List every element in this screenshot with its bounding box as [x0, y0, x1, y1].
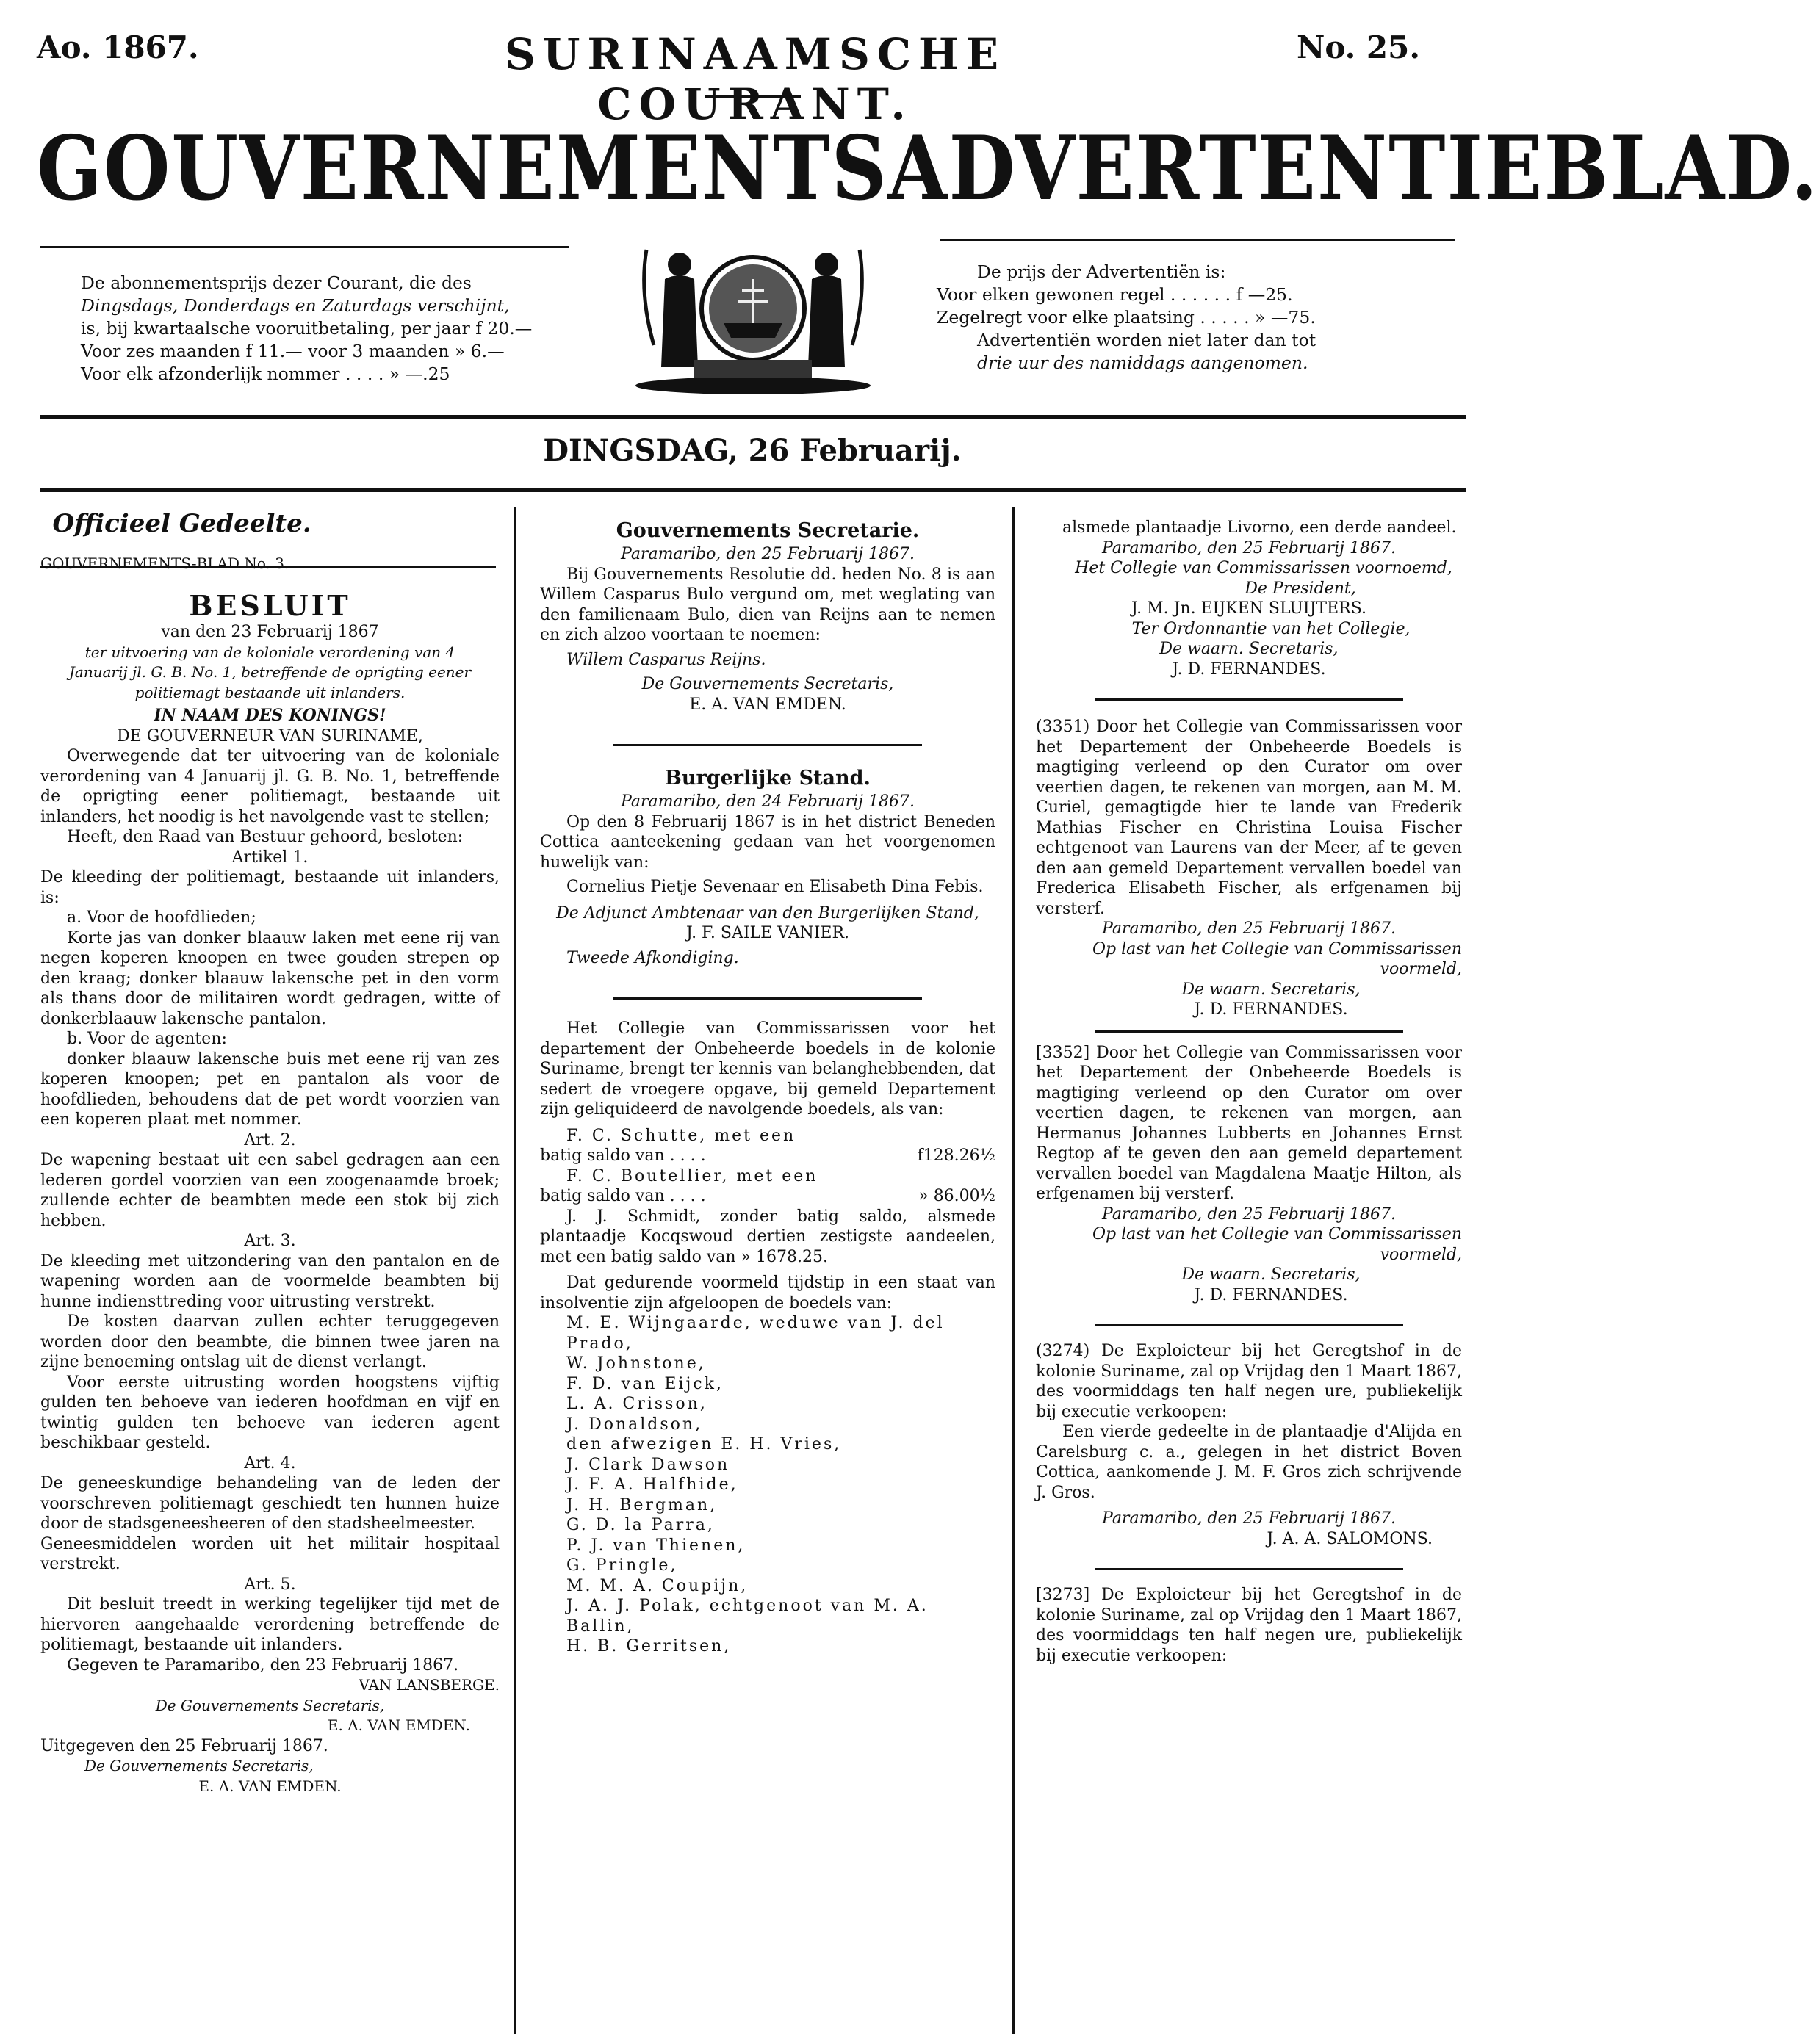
signature: J. D. FERNANDES. [1172, 660, 1326, 679]
signature-title: De Gouvernements Secretaris, [155, 1696, 385, 1714]
subscription-block [81, 272, 558, 386]
konings: IN NAAM DES KONINGS! [154, 706, 386, 725]
masthead-title [37, 116, 1819, 220]
gouvernements-blad: GOUVERNEMENTS-BLAD No. 3. [40, 554, 289, 572]
issue-date: DINGSDAG, 26 Februarij. [543, 433, 962, 468]
rule [1095, 1568, 1403, 1570]
insolvent-name: P. J. van Thienen, [566, 1536, 746, 1555]
paragraph: donker blaauw lakensche buis met eene rij van zes koperen knoopen; pet en pantalon als voor de hoofdlieden, behoudens dat de pet wordt voorzien van een koperen plaat met nommer. [40, 1050, 500, 1129]
subscription-line: Voor elk afzonderlijk nommer . . . . » —.25 [81, 364, 450, 384]
advert-prices-block [937, 261, 1422, 375]
advert-3273: [3273] De Exploicteur bij het Geregtshof in de kolonie Suriname, zal op Vrijdag den 1 Maart 1867, des voormiddags ten half negen ure, publiekelijk bij executie verkoopen: [1036, 1586, 1462, 1665]
column-right [1036, 518, 1462, 1666]
prices-line: Zegelregt voor elke plaatsing . . . . . » —75. [937, 307, 1316, 328]
boedel-name: F. C. Boutellier, met een [566, 1166, 818, 1185]
paragraph: Heeft, den Raad van Bestuur gehoord, besloten: [67, 828, 464, 846]
paragraph: b. Voor de agenten: [67, 1030, 227, 1048]
paragraph: Korte jas van donker blaauw laken met eene rij van negen koperen knoopen en twee gouden strepen op den kraag; donker blaauw lakensche pet in den vorm als thans door de militairen wordt gedragen, witte of donkerblaauw lakensche pantalon. [40, 928, 500, 1028]
insolvent-name: den afwezigen E. H. Vries, [566, 1435, 842, 1453]
gouverneur: DE GOUVERNEUR VAN SURINAME, [117, 726, 423, 745]
masthead-word-2: ADVERTENTIE [887, 116, 1544, 220]
issue-number: No. 25. [1297, 29, 1420, 65]
insolvent-name: J. A. J. Polak, echtgenoot van M. A. Ballin, [566, 1597, 929, 1636]
paragraph: Gegeven te Paramaribo, den 23 Februarij 1867. [67, 1655, 459, 1675]
prices-line: drie uur des namiddags aangenomen. [977, 353, 1308, 373]
signature-title: De President, [1245, 579, 1356, 598]
signature: J. M. Jn. EIJKEN SLUIJTERS. [1131, 599, 1366, 618]
insolvent-name: M. E. Wijngaarde, weduwe van J. del Prado, [566, 1314, 945, 1353]
insolvent-name: J. F. A. Halfhide, [566, 1476, 738, 1494]
besluit-subtitle: ter uitvoering van de koloniale verordening van 4 Januarij jl. G. B. No. 1, betreffende de oprigting eener politiemagt bestaande uit inlanders. [68, 643, 472, 701]
paragraph: De kleeding der politiemagt, bestaande uit inlanders, is: [40, 868, 500, 907]
boedel-name: F. C. Schutte, met een [566, 1126, 796, 1145]
paragraph: Dat gedurende voormeld tijdstip in een staat van insolventie zijn afgeloopen de boedels van: [540, 1274, 995, 1312]
insolvent-name: L. A. Crisson, [566, 1395, 707, 1413]
advert-3274: (3274) De Exploicteur bij het Geregtshof in de kolonie Suriname, zal op Vrijdag den 1 Maart 1867, des voormiddags ten half negen ure, publiekelijk bij executie verkoopen: [1036, 1342, 1462, 1421]
article-heading: Artikel 1. [231, 848, 309, 867]
signature-title: De Adjunct Ambtenaar van den Burgerlijken Stand, [556, 903, 979, 922]
paragraph: De wapening bestaat uit een sabel gedragen aan een lederen gordel voorzien van een zoogenaamde broek; zullende echter de beambten mede een stok bij zich hebben. [40, 1151, 500, 1230]
rule [613, 997, 922, 1000]
paragraph: De kleeding met uitzondering van den pantalon en de wapening worden aan de voormelde beambten bij hunne indiensttreding voor uitrusting verstrekt. [40, 1252, 500, 1311]
boedel-amount: f128.26½ [917, 1146, 995, 1165]
besluit-title: BESLUIT [189, 589, 351, 622]
article-heading: Art. 2. [244, 1130, 296, 1149]
paragraph: Willem Casparus Reijns. [566, 650, 766, 669]
boedel-label: batig saldo van . . . . [540, 1187, 706, 1205]
coat-of-arms-seal [632, 220, 874, 397]
masthead-rule-left [40, 246, 569, 248]
prices-line: Advertentiën worden niet later dan tot [977, 330, 1316, 350]
signature: VAN LANSBERGE. [359, 1676, 500, 1694]
paragraph: Een vierde gedeelte in de plantaadje d'Alijda en Carelsburg c. a., gelegen in het district Boven Cottica, aankomende J. M. F. Gros zich schrijvende J. Gros. [1036, 1423, 1462, 1502]
besluit-date: van den 23 Februarij 1867 [161, 623, 379, 641]
signature-title: Ter Ordonnantie van het Collegie, [1131, 619, 1411, 638]
insolvent-name: J. Clark Dawson [566, 1455, 730, 1474]
paragraph: Overwegende dat ter uitvoering van de koloniale verordening van 4 Januarij jl. G. B. No. 1, betreffende de oprigting eener politiemagt, bestaande uit inlanders, het noodig is het navolgende vast te stellen; [40, 747, 500, 826]
signature: J. D. FERNANDES. [1194, 1285, 1348, 1304]
signature-title: Het Collegie van Commissarissen voornoemd, [1075, 559, 1452, 577]
subscription-line: De abonnementsprijs dezer Courant, die des [81, 272, 472, 293]
prices-line: De prijs der Advertentiën is: [977, 261, 1226, 282]
rule [613, 744, 922, 746]
paragraph: Cornelius Pietje Sevenaar en Elisabeth Dina Febis. [566, 878, 984, 896]
section-heading: Gouvernements Secretarie. [616, 519, 920, 542]
masthead-word-1: GOUVERNEMENTS [37, 116, 888, 220]
paragraph: Bij Gouvernements Resolutie dd. heden No. 8 is aan Willem Casparus Bulo vergund om, met weglating van den familienaam Bulo, dien van Reijns aan te nemen en zich alzoo voortaan te noemen: [540, 565, 995, 644]
signature-title: Op last van het Collegie van Commissarissen voormeld, [1092, 939, 1462, 978]
signature-title: De waarn. Secretaris, [1181, 980, 1361, 999]
dateline: Paramaribo, den 25 Februarij 1867. [1102, 920, 1396, 938]
boedel-amount-row [540, 1146, 995, 1166]
boedel-entry [540, 1126, 995, 1268]
paragraph: Het Collegie van Commissarissen voor het departement der Onbeheerde boedels in de kolonie Suriname, brengt ter kennis van belanghebbenden, dat sedert de vroegere opgave, bij gemeld Departement zijn geliquideerd de navolgende boedels, als van: [540, 1019, 995, 1119]
insolvent-name: W. Johnstone, [566, 1354, 706, 1373]
section-heading: Burgerlijke Stand. [665, 767, 871, 790]
signature: E. A. VAN EMDEN. [327, 1716, 470, 1734]
date-rule-bottom [40, 488, 1466, 492]
paragraph: Op den 8 Februarij 1867 is in het district Beneden Cottica aanteekening gedaan van het voorgenomen huwelijk van: [540, 812, 995, 872]
dateline: Paramaribo, den 25 Februarij 1867. [621, 545, 915, 563]
signature-title: De Gouvernements Secretaris, [641, 675, 894, 693]
paragraph: De geneeskundige behandeling van de leden der voorschreven politiemagt geschiedt ten hunnen huize door de stadsgeneesheeren of den stadsheelmeester. [40, 1474, 500, 1533]
subscription-line: Dingsdags, Donderdags en Zaturdags verschijnt, [81, 295, 510, 316]
signature-title: De waarn. Secretaris, [1181, 1265, 1361, 1284]
boedel-label: batig saldo van . . . . [540, 1146, 706, 1165]
article-heading: Art. 4. [244, 1453, 296, 1473]
paragraph: a. Voor de hoofdlieden; [67, 909, 256, 927]
article-heading: Art. 3. [244, 1232, 296, 1250]
signature: J. D. FERNANDES. [1194, 1000, 1348, 1019]
column-divider-2 [1012, 507, 1015, 2034]
insolvent-name: G. Pringle, [566, 1556, 678, 1575]
column-left [40, 509, 500, 1796]
paragraph: Voor eerste uitrusting worden hoogstens vijftig gulden ten behoeve van iederen hoofdman en vijf en twintig gulden ten behoeve van iederen agent beschikbaar gesteld. [40, 1373, 500, 1452]
dateline: Paramaribo, den 25 Februarij 1867. [1102, 1205, 1396, 1224]
column-middle [540, 518, 995, 1657]
subscription-line: is, bij kwartaalsche vooruitbetaling, per jaar f 20.— [81, 318, 533, 339]
insolvent-list [540, 1313, 995, 1657]
paragraph: Uitgegeven den 25 Februarij 1867. [40, 1736, 328, 1755]
insolvent-name: M. M. A. Coupijn, [566, 1576, 749, 1595]
masthead-rule-right [940, 239, 1455, 241]
rule [1095, 1324, 1403, 1326]
signature: E. A. VAN EMDEN. [198, 1777, 342, 1795]
insolvent-name: J. Donaldson, [566, 1415, 703, 1434]
date-rule-top [40, 415, 1466, 419]
insolvent-name: G. D. la Parra, [566, 1516, 715, 1534]
rule [1095, 698, 1403, 701]
dateline: Paramaribo, den 24 Februarij 1867. [621, 792, 915, 811]
insolvent-name: F. D. van Eijck, [566, 1374, 724, 1393]
insolvent-name: H. B. Gerritsen, [566, 1637, 732, 1655]
signature: E. A. VAN EMDEN. [689, 695, 846, 714]
prices-line: Voor elken gewonen regel . . . . . . f —25. [937, 284, 1293, 305]
signature: J. F. SAILE VANIER. [685, 924, 850, 942]
year-label: Ao. 1867. [37, 29, 199, 65]
paragraph: De kosten daarvan zullen echter teruggegeven worden door den beambte, die binnen twee jaren na zijne benoeming ontslag uit de dienst verlangt. [40, 1312, 500, 1371]
insolvent-name: J. H. Bergman, [566, 1495, 718, 1514]
article-heading: Art. 5. [244, 1575, 296, 1594]
courant-title: SURINAAMSCHE COURANT. [504, 29, 1006, 129]
boedel-amount: » 86.00½ [918, 1187, 995, 1205]
paragraph: Dit besluit treedt in werking tegelijker tijd met de hiervoren aangehaalde verordening betreffende de politiemagt, bestaande uit inlanders. [40, 1595, 500, 1654]
signature-title: De waarn. Secretaris, [1159, 640, 1339, 658]
signature: J. A. A. SALOMONS. [1267, 1529, 1433, 1548]
advert-3352: [3352] Door het Collegie van Commissarissen voor het Departement der Onbeheerde Boedels is magtiging verleend op den Curator om over veertien dagen, te rekenen van morgen, aan Hermanus Johannes Lubberts en Johannes Ernst Regtop af te geven den aan gemeld departement vervallen boedel van Magdalena Maatje Hilton, als erfgenamen bij versterf. [1036, 1043, 1462, 1203]
advert-3351: (3351) Door het Collegie van Commissarissen voor het Departement der Onbeheerde Boedels is magtiging verleend op den Curator om over veertien dagen, te rekenen van morgen, aan M. M. Curiel, gemagtigde hier te lande van Frederik Mathias Fischer en Christina Louisa Fischer echtgenoot van Laurens van der Meer, af te geven den aan gemeld Departement vervallen boedel van Frederica Elisabeth Fischer, als erfgenamen bij versterf. [1036, 718, 1462, 918]
signature-title: De Gouvernements Secretaris, [84, 1757, 314, 1774]
section-title: Officieel Gedeelte. [52, 509, 311, 538]
paragraph: alsmede plantaadje Livorno, een derde aandeel. [1062, 519, 1457, 537]
boedel-amount-row [540, 1186, 995, 1207]
boedel-name: J. J. Schmidt, zonder batig saldo, alsmede plantaadje Kocqswoud dertien zestigste aandeelen, met een batig saldo van » 1678.25. [540, 1207, 995, 1266]
subscription-line: Voor zes maanden f 11.— voor 3 maanden » 6.— [81, 341, 505, 361]
notice-label: Tweede Afkondiging. [566, 948, 739, 967]
column-divider-1 [514, 507, 516, 2034]
paragraph: Geneesmiddelen worden uit het militair hospitaal verstrekt. [40, 1534, 500, 1573]
masthead-word-3: BLAD. [1544, 116, 1819, 220]
signature-title: Op last van het Collegie van Commissarissen voormeld, [1092, 1225, 1462, 1264]
dateline: Paramaribo, den 25 Februarij 1867. [1102, 1509, 1396, 1528]
dateline: Paramaribo, den 25 Februarij 1867. [1102, 538, 1396, 557]
rule [1095, 1030, 1403, 1033]
